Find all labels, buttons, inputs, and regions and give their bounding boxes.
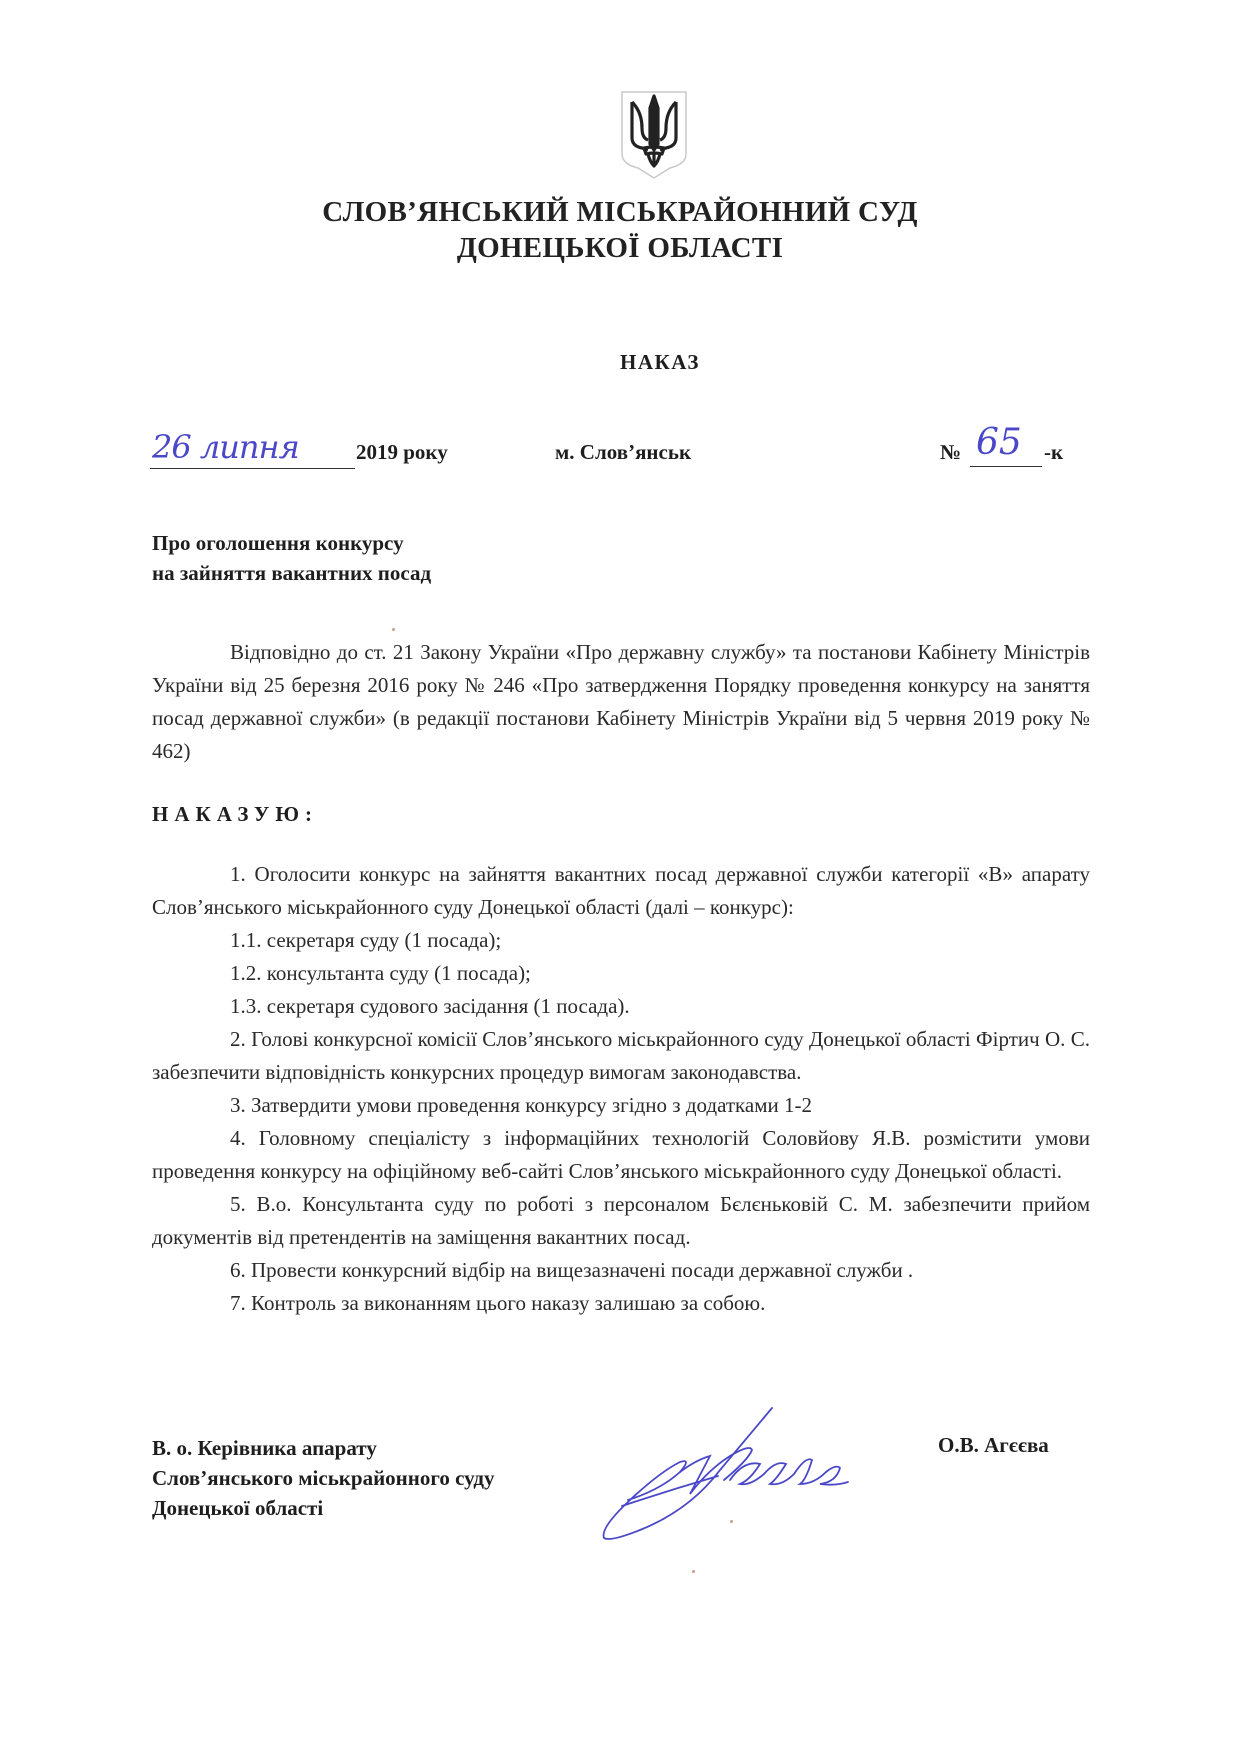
handwritten-date: 26 липня (152, 428, 299, 466)
organization-name-line2: ДОНЕЦЬКОЇ ОБЛАСТІ (456, 232, 784, 264)
order-item: 1. Оголосити конкурс на зайняття вакантних посад державної служби категорії «В» апарату Слов’янського міськрайонного суду Донецької області (далі – конкурс): (152, 862, 1090, 919)
order-item: 4. Головному спеціалісту з інформаційних технологій Соловйову Я.В. розмістити умови проведення конкурсу на офіційному веб-сайті Слов’янського міськрайонного суду Донецької області. (152, 1126, 1090, 1183)
order-item: 6. Провести конкурсний відбір на вищезазначені посади державної служби . (230, 1258, 914, 1282)
order-number-field (970, 422, 1042, 467)
date-field (150, 428, 355, 469)
preamble-paragraph (152, 636, 1090, 768)
order-item: 7. Контроль за виконанням цього наказу залишаю за собою. (230, 1291, 766, 1315)
signatory-position (152, 1433, 494, 1523)
order-item: 3. Затвердити умови проведення конкурсу згідно з додатками 1-2 (230, 1093, 813, 1117)
number-sign: № (940, 440, 962, 464)
handwritten-signature-icon (600, 1400, 880, 1580)
scan-artifact (730, 1520, 733, 1523)
organization-name-line1: СЛОВ’ЯНСЬКИЙ МІСЬКРАЙОННИЙ СУД (322, 196, 918, 228)
order-number-suffix: -к (1044, 440, 1064, 464)
position-line3: Донецької області (152, 1496, 324, 1520)
order-subitem: 1.2. консультанта суду (1 посада); (230, 961, 531, 985)
handwritten-order-number: 65 (976, 422, 1022, 463)
position-line2: Слов’янського міськрайонного суду (152, 1466, 495, 1490)
year-label: 2019 року (356, 440, 448, 464)
order-details-row (150, 422, 1090, 476)
command-heading: НАКАЗУЮ: (152, 802, 318, 826)
scan-artifact (692, 1570, 695, 1573)
scan-artifact (392, 628, 395, 631)
document-title: НАКАЗ (620, 350, 700, 374)
order-item: 5. В.о. Консультанта суду по роботі з персоналом Бєлєньковій С. М. забезпечити прийом документів від претендентів на заміщення вакантних посад. (152, 1192, 1090, 1249)
subject-line1: Про оголошення конкурсу (152, 531, 404, 555)
signatory-name: О.В. Агєєва (938, 1433, 1049, 1457)
order-subitem: 1.1. секретаря суду (1 посада); (230, 928, 502, 952)
order-items-list (152, 858, 1090, 1320)
city-label: м. Слов’янськ (555, 440, 692, 464)
order-subitem: 1.3. секретаря судового засідання (1 посада). (230, 994, 630, 1018)
subject-line2: на зайняття вакантних посад (152, 561, 432, 585)
preamble-text: Відповідно до ст. 21 Закону України «Про державну службу» та постанови Кабінету Міністрів України від 25 березня 2016 року № 246 «Про затвердження Порядку проведення конкурсу на заняття посад державної служби» (в редакції постанови Кабінету Міністрів України від 5 червня 2019 року № 462) (152, 640, 1090, 763)
position-line1: В. о. Керівника апарату (152, 1436, 377, 1460)
ukraine-trident-icon (618, 88, 690, 180)
order-subject (152, 528, 431, 588)
order-item: 2. Голові конкурсної комісії Слов’янського міськрайонного суду Донецької області Фіртич О. С. забезпечити відповідність конкурсних процедур вимогам законодавства. (152, 1027, 1090, 1084)
